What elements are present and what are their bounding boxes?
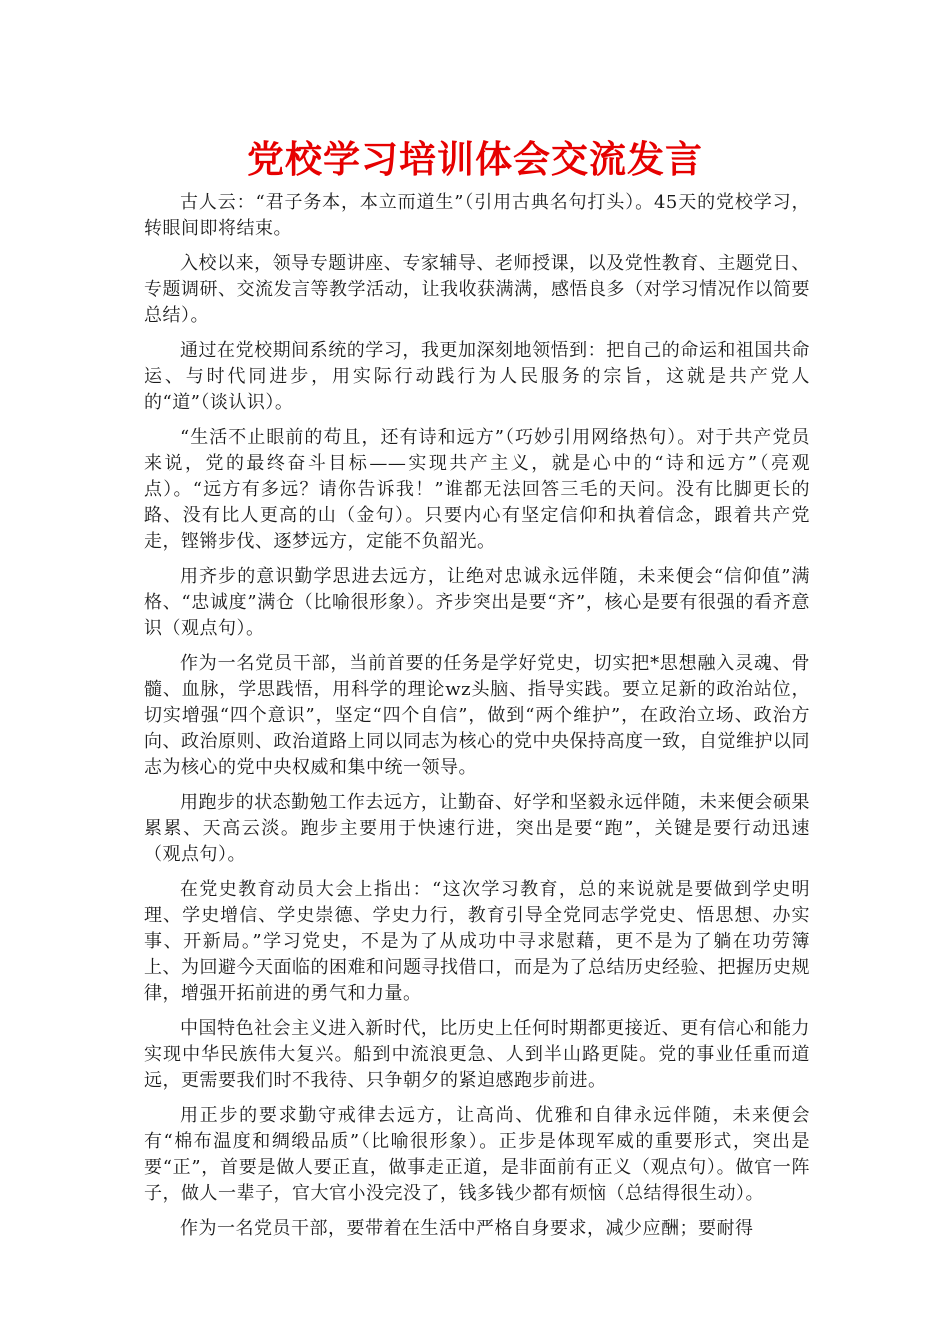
document-body: [144, 190, 810, 1251]
paragraph-3: 通过在党校期间系统的学习，我更加深刻地领悟到：把自己的命运和祖国共命运、与时代同进步，用实际行动践行为人民服务的宗旨，这就是共产党人的“道”（谈认识）。: [144, 340, 810, 413]
paragraph-8: 在党史教育动员大会上指出：“这次学习教育，总的来说就是要做到学史明理、学史增信、学史崇德、学史力行，教育引导全党同志学党史、悟思想、办实事、开新局。”学习党史，不是为了从成功中寻求慰藉，更不是为了躺在功劳簿上、为回避今天面临的困难和问题寻找借口，而是为了总结历史经验、把握历史规律，增强开拓前进的勇气和力量。: [144, 879, 810, 1004]
paragraph-9: 中国特色社会主义进入新时代，比历史上任何时期都更接近、更有信心和能力实现中华民族伟大复兴。船到中流浪更急、人到半山路更陡。党的事业任重而道远，更需要我们时不我待、只争朝夕的紧迫感跑步前进。: [144, 1018, 810, 1091]
paragraph-6: 作为一名党员干部，当前首要的任务是学好党史，切实把*思想融入灵魂、骨髓、血脉，学思践悟，用科学的理论wz头脑、指导实践。要立足新的政治站位，切实增强“四个意识”，坚定“四个自信”，做到“两个维护”，在政治立场、政治方向、政治原则、政治道路上同以同志为核心的党中央保持高度一致，自觉维护以同志为核心的党中央权威和集中统一领导。: [144, 653, 810, 778]
paragraph-2: 入校以来，领导专题讲座、专家辅导、老师授课，以及党性教育、主题党日、专题调研、交流发言等教学活动，让我收获满满，感悟良多（对学习情况作以简要总结）。: [144, 253, 810, 326]
paragraph-1: 古人云：“君子务本，本立而道生”（引用古典名句打头）。45天的党校学习，转眼间即将结束。: [144, 192, 810, 239]
paragraph-10: 用正步的要求勤守戒律去远方，让高尚、优雅和自律永远伴随，未来便会有“棉布温度和绸缎品质”（比喻很形象）。正步是体现军威的重要形式，突出是要“正”，首要是做人要正直，做事走正道，是非面前有正义（观点句）。做官一阵子，做人一辈子，官大官小没完没了，钱多钱少都有烦恼（总结得很生动）。: [144, 1105, 810, 1204]
paragraph-11: 作为一名党员干部，要带着在生活中严格自身要求，减少应酬；要耐得: [180, 1218, 754, 1239]
paragraph-5: 用齐步的意识勤学思进去远方，让绝对忠诚永远伴随，未来便会“信仰值”满格、“忠诚度”满仓（比喻很形象）。齐步突出是要“齐”，核心是要有很强的看齐意识（观点句）。: [144, 566, 810, 639]
paragraph-4: “生活不止眼前的苟且，还有诗和远方”（巧妙引用网络热句）。对于共产党员来说，党的最终奋斗目标——实现共产主义，就是心中的“诗和远方”（亮观点）。“远方有多远？请你告诉我！”谁都无法回答三毛的天问。没有比脚更长的路、没有比人更高的山（金句）。只要内心有坚定信仰和执着信念，跟着共产党走，铿锵步伐、逐梦远方，定能不负韶光。: [144, 427, 810, 552]
paragraph-7: 用跑步的状态勤勉工作去远方，让勤奋、好学和坚毅永远伴随，未来便会硕果累累、天高云淡。跑步主要用于快速行进，突出是要“跑”，关键是要行动迅速（观点句）。: [144, 792, 810, 865]
document-title: 党校学习培训体会交流发言: [247, 137, 703, 181]
